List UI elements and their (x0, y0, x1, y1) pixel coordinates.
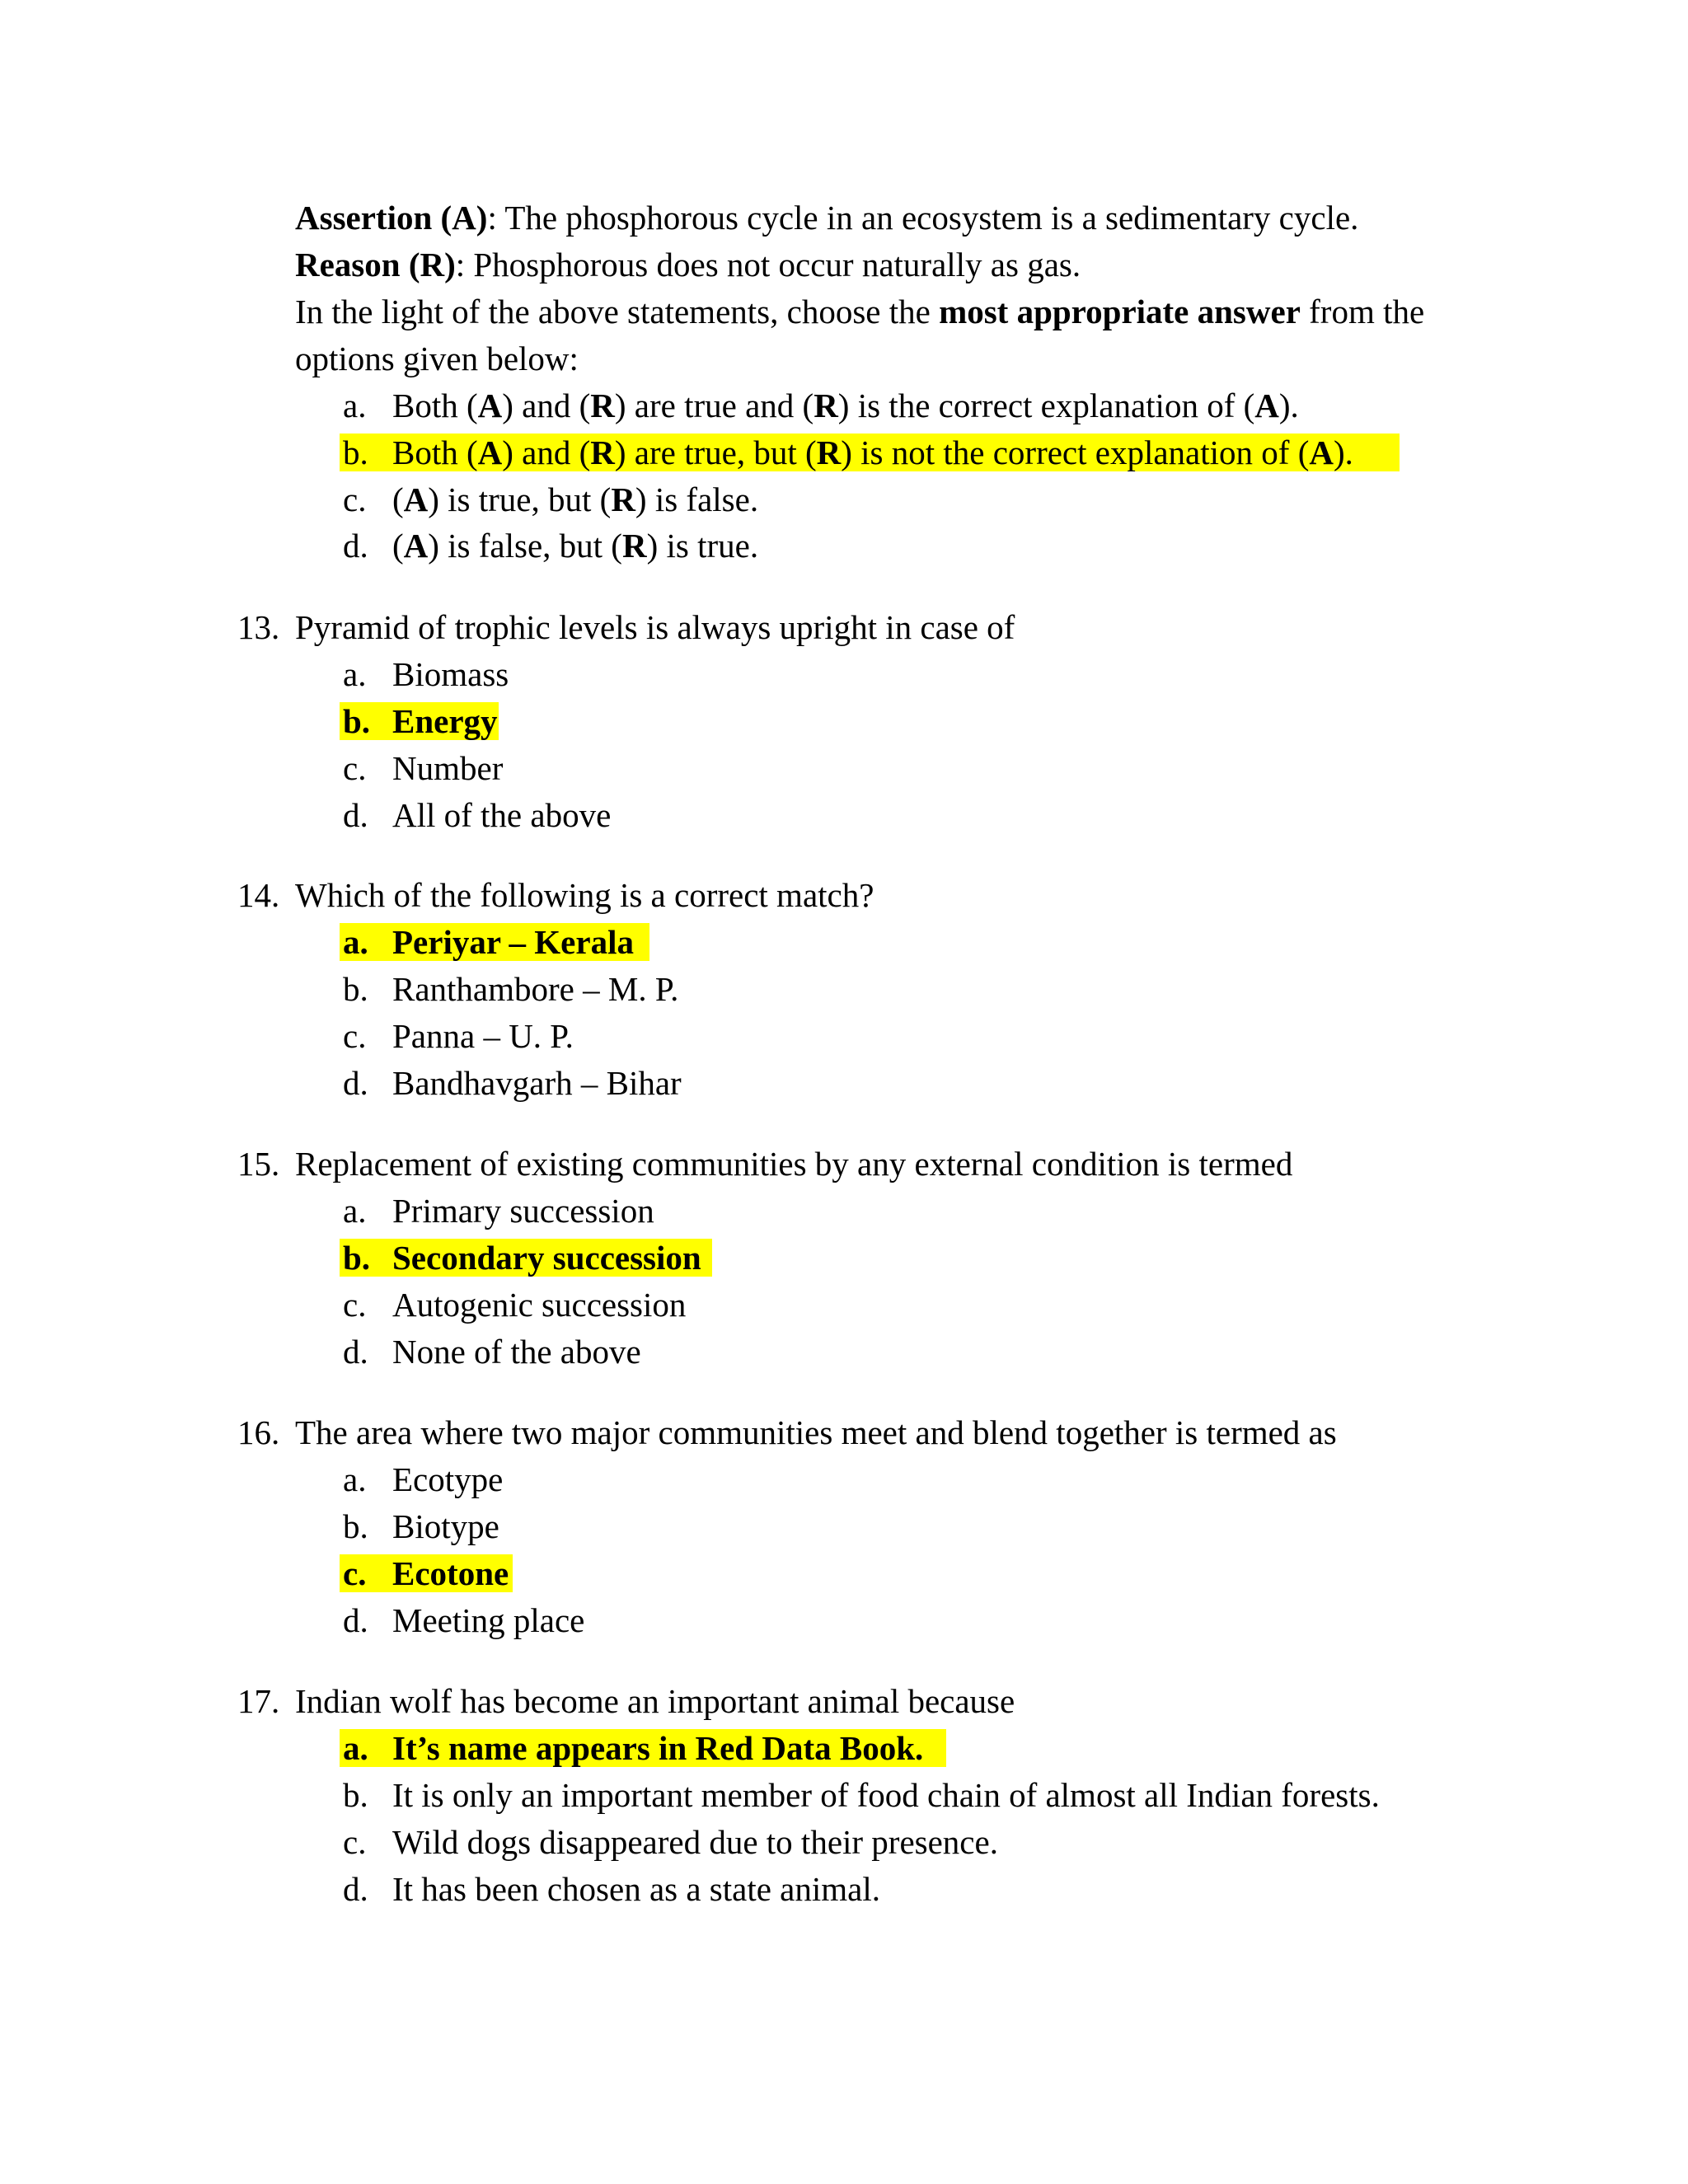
option-text-part: R (816, 434, 842, 471)
option-letter: c. (343, 749, 367, 787)
option-text: It is only an important member of food chain of almost all Indian forests. (392, 1776, 1380, 1814)
instruction-line-1 (295, 290, 1424, 333)
question-number: 16. (237, 1413, 280, 1451)
reason-line (295, 243, 1081, 286)
option-letter: d. (343, 1601, 368, 1639)
option-text: Number (392, 749, 504, 787)
option-text-part: ) is not the correct explanation of ( (841, 434, 1310, 471)
option-letter: d. (343, 1064, 368, 1102)
option-letter: a. (343, 1729, 368, 1767)
option-text: Wild dogs disappeared due to their presence. (392, 1823, 998, 1861)
option-letter: b. (343, 970, 368, 1008)
question-text: Pyramid of trophic levels is always upright in case of (295, 608, 1015, 646)
option-letter: d. (343, 527, 368, 565)
question-text: The area where two major communities meet and blend together is termed as (295, 1413, 1337, 1451)
option-text-part: ) is the correct explanation of ( (837, 387, 1255, 424)
option-letter: c. (343, 1554, 367, 1592)
option-text-part: ) is true, but ( (428, 480, 612, 518)
option-text (392, 384, 1299, 427)
option-text: Periyar – Kerala (392, 923, 634, 961)
instruction-pre: In the light of the above statements, choose the (295, 293, 940, 330)
option-letter: d. (343, 796, 368, 834)
reason-label: Reason (R) (295, 246, 456, 284)
option-text: Bandhavgarh – Bihar (392, 1064, 682, 1102)
option-text-part: R (590, 434, 615, 471)
assertion-label: Assertion (A) (295, 199, 488, 237)
option-text: It’s name appears in Red Data Book. (392, 1729, 924, 1767)
option-text (392, 478, 758, 521)
reason-text: : Phosphorous does not occur naturally as gas. (455, 246, 1081, 284)
option-text-part: Both ( (392, 434, 478, 471)
option-letter: a. (343, 1460, 367, 1498)
option-text: Panna – U. P. (392, 1017, 574, 1055)
question-number: 17. (237, 1682, 280, 1720)
option-text: Ecotone (392, 1554, 509, 1592)
option-text-part: A (403, 480, 429, 518)
question-text: Replacement of existing communities by any external condition is termed (295, 1145, 1293, 1183)
option-text: Ranthambore – M. P. (392, 970, 679, 1008)
option-text (392, 431, 1353, 474)
option-letter: c. (343, 1823, 367, 1861)
assertion-line (295, 196, 1358, 239)
option-letter: b. (343, 434, 368, 471)
instruction-line-2-text: options given below: (295, 340, 579, 377)
option-text-part: ) and ( (502, 387, 591, 424)
option-text-part: ( (392, 527, 404, 565)
option-text: Meeting place (392, 1601, 585, 1639)
option-text-part: A (477, 387, 503, 424)
option-text-part: ( (392, 480, 404, 518)
option-text-part: ) are true, but ( (614, 434, 817, 471)
question-number: 14. (237, 876, 280, 914)
option-text-part: ). (1278, 387, 1299, 424)
option-text-part: R (621, 527, 647, 565)
option-text: Biotype (392, 1507, 499, 1545)
instruction-bold: most appropriate answer (939, 293, 1301, 330)
option-text-part: A (477, 434, 503, 471)
option-text: Secondary succession (392, 1239, 701, 1277)
option-text: Biomass (392, 655, 509, 693)
option-text-part: R (590, 387, 615, 424)
option-text-part: A (1254, 387, 1279, 424)
option-text-part: ) are true and ( (614, 387, 814, 424)
instruction-line-2 (295, 337, 579, 380)
option-letter: b. (343, 702, 371, 740)
option-letter: d. (343, 1870, 368, 1908)
option-letter: a. (343, 387, 367, 424)
option-letter: b. (343, 1507, 368, 1545)
option-text: Primary succession (392, 1192, 654, 1230)
option-letter: c. (343, 480, 367, 518)
option-text: None of the above (392, 1333, 641, 1371)
option-text: All of the above (392, 796, 612, 834)
option-letter: c. (343, 1017, 367, 1055)
option-letter: a. (343, 923, 368, 961)
option-text-part: ) is false, but ( (428, 527, 622, 565)
option-text-part: ). (1333, 434, 1353, 471)
option-text: Autogenic succession (392, 1286, 687, 1324)
assertion-text: : The phosphorous cycle in an ecosystem is a sedimentary cycle. (487, 199, 1359, 237)
option-text-part: A (403, 527, 429, 565)
question-text: Indian wolf has become an important animal because (295, 1682, 1015, 1720)
question-number: 15. (237, 1145, 280, 1183)
option-text: Ecotype (392, 1460, 504, 1498)
option-text-part: R (814, 387, 838, 424)
option-text-part: ) and ( (502, 434, 591, 471)
option-letter: b. (343, 1239, 371, 1277)
option-text-part: ) is false. (635, 480, 759, 518)
option-letter: d. (343, 1333, 368, 1371)
option-text-part: Both ( (392, 387, 478, 424)
option-text (392, 524, 758, 567)
question-text: Which of the following is a correct match? (295, 876, 874, 914)
option-letter: a. (343, 1192, 367, 1230)
instruction-post: from the (1300, 293, 1425, 330)
option-letter: b. (343, 1776, 368, 1814)
option-text-part: R (611, 480, 635, 518)
question-number: 13. (237, 608, 280, 646)
option-text: It has been chosen as a state animal. (392, 1870, 880, 1908)
option-letter: a. (343, 655, 367, 693)
option-text: Energy (392, 702, 498, 740)
option-letter: c. (343, 1286, 367, 1324)
option-text-part: A (1309, 434, 1334, 471)
option-text-part: ) is true. (646, 527, 759, 565)
